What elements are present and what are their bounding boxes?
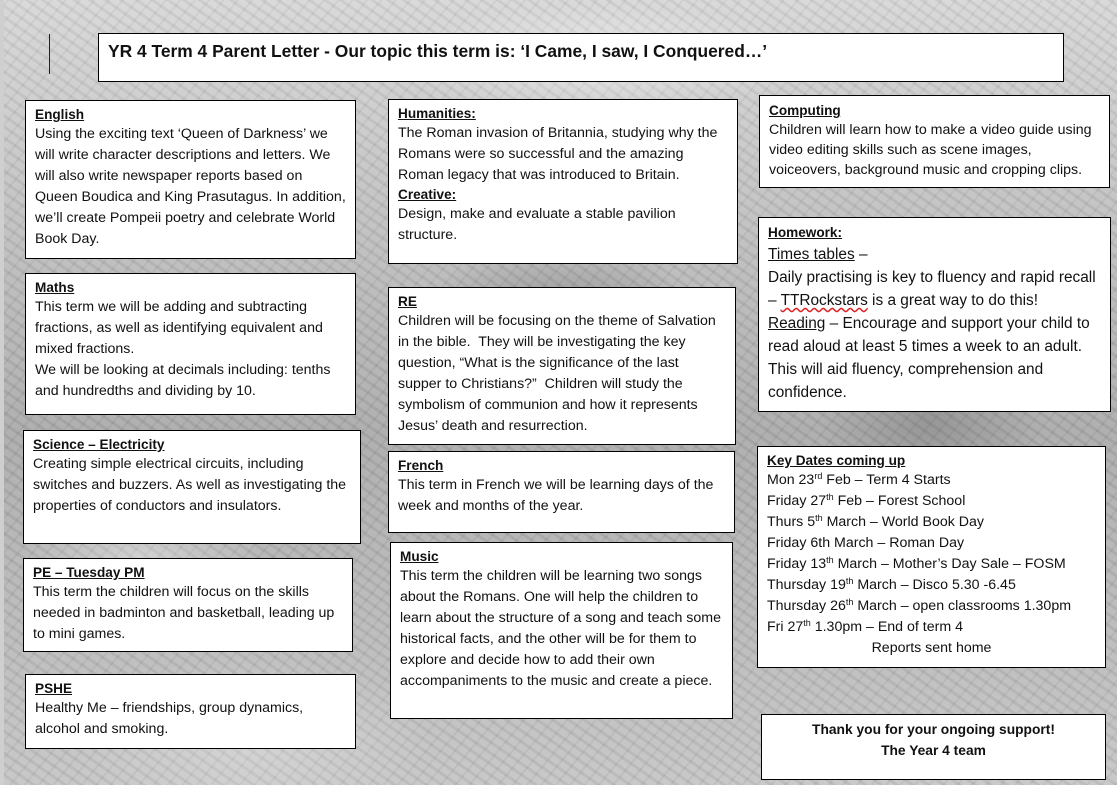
science-box [23,430,361,544]
humanities-box [388,99,738,264]
key-date-event: Feb – Term 4 Starts [822,472,951,488]
key-date-text: Friday 6th March – Roman Day [767,535,965,551]
reading-text [768,312,1101,404]
key-date-ordinal: th [815,513,823,523]
english-box [25,100,356,259]
key-date-item [767,533,1096,554]
key-date-item [767,512,1096,533]
key-date-item [767,491,1096,512]
computing-text: Children will learn how to make a video guide using video editing skills such as scene images, voiceovers, background music and cropping clips. [769,122,1092,178]
thanks-line-2: The Year 4 team [881,743,986,758]
thanks-box [761,714,1106,780]
key-date-ordinal: th [845,576,854,586]
english-heading: English [35,107,85,122]
maths-box [25,273,356,415]
re-heading: RE [398,294,417,309]
key-date-event: March – Disco 5.30 -6.45 [853,577,1016,593]
text-cursor [49,34,50,74]
computing-heading: Computing [769,103,841,118]
key-date-ordinal: th [845,597,854,607]
creative-text: Design, make and evaluate a stable pavilion structure. [398,206,676,243]
key-date-text: Friday 13 [767,556,827,572]
re-text: Children will be focusing on the theme of Salvation in the bible. They will be investigating the key question, “What is the significance of the last supper to Christians?” Children will study the symbolism of communion and how it represents Jesus’ death and resurrection. [398,313,716,434]
key-date-event: 1.30pm – End of term 4 [810,619,963,635]
key-date-event: March – World Book Day [822,514,985,530]
key-date-text: Thursday 19 [767,577,846,593]
music-text: This term the children will be learning two songs about the Romans. One will help the children to learn about the structure of a song and teach some historical facts, and the other will be for them to explore and decide how to add their own accompaniments to the music and create a piece. [400,568,721,689]
letter-title-box [98,33,1064,82]
key-dates-list [767,470,1096,638]
key-date-ordinal: th [826,492,834,502]
key-date-item [767,596,1096,617]
reading-label: Reading [768,315,826,332]
music-box [390,542,733,719]
english-text: Using the exciting text ‘Queen of Darkness’ we will write character descriptions and letters. We will also write newspaper reports based on Queen Boudica and King Prasutagus. In addition, we’ll create Pompeii poetry and celebrate World Book Day. [35,126,346,247]
key-date-event: Feb – Forest School [833,493,966,509]
key-dates-box [757,446,1106,668]
key-date-text: Thurs 5 [767,514,816,530]
page-left-edge [0,0,4,785]
key-date-ordinal: th [826,555,834,565]
maths-text-1: This term we will be adding and subtracting fractions, as well as identifying equivalent and mixed fractions. [35,299,323,357]
maths-heading: Maths [35,280,75,295]
pe-text: This term the children will focus on the skills needed in badminton and basketball, leading up to mini games. [33,584,335,642]
music-heading: Music [400,549,439,564]
times-tables-line [768,243,1101,266]
pe-box [23,558,353,652]
homework-box [758,217,1111,412]
times-tables-dash: – [854,246,868,263]
key-date-ordinal: th [803,618,811,628]
key-date-item [767,470,1096,491]
ttrockstars-link: TTRockstars [780,292,868,309]
key-date-item [767,554,1096,575]
key-date-item [767,617,1096,638]
pshe-box [25,674,356,749]
key-date-text: Fri 27 [767,619,804,635]
thanks-line-1: Thank you for your ongoing support! [812,722,1055,737]
science-text: Creating simple electrical circuits, including switches and buzzers. As well as investigating the properties of conductors and insulators. [33,456,347,514]
key-date-text: Thursday 26 [767,598,846,614]
letter-title: YR 4 Term 4 Parent Letter - Our topic this term is: ‘I Came, I saw, I Conquered…’ [108,41,768,61]
creative-heading: Creative: [398,187,457,202]
key-date-text: Friday 27 [767,493,827,509]
french-text: This term in French we will be learning days of the week and months of the year. [398,477,714,514]
times-tables-text [768,266,1101,312]
times-tables-label: Times tables [768,246,855,263]
pshe-text: Healthy Me – friendships, group dynamics, alcohol and smoking. [35,700,304,737]
french-box [388,451,735,533]
pshe-heading: PSHE [35,681,73,696]
french-heading: French [398,458,444,473]
times-text-b: is a great way to do this! [867,292,1039,309]
homework-heading: Homework: [768,225,843,240]
times-text-a: Daily practising is key to fluency and rapid recall – [768,269,1096,309]
key-date-ordinal: rd [814,471,823,481]
key-date-item [767,575,1096,596]
key-date-event: March – Mother’s Day Sale – FOSM [833,556,1066,572]
key-dates-footer: Reports sent home [871,640,992,656]
humanities-heading: Humanities: [398,106,476,121]
science-heading: Science – Electricity [33,437,165,452]
key-date-event: March – open classrooms 1.30pm [853,598,1072,614]
reading-body: – Encourage and support your child to read aloud at least 5 times a week to an adult. This will aid fluency, comprehension and confidence. [768,315,1090,401]
humanities-text: The Roman invasion of Britannia, studying why the Romans were so successful and the amazing Roman legacy that was introduced to Britain. [398,125,718,183]
re-box [388,287,736,445]
key-dates-heading: Key Dates coming up [767,453,906,468]
key-date-text: Mon 23 [767,472,815,488]
computing-box [759,95,1110,188]
maths-text-2: We will be looking at decimals including: tenths and hundredths and dividing by 10. [35,362,331,399]
pe-heading: PE – Tuesday PM [33,565,145,580]
